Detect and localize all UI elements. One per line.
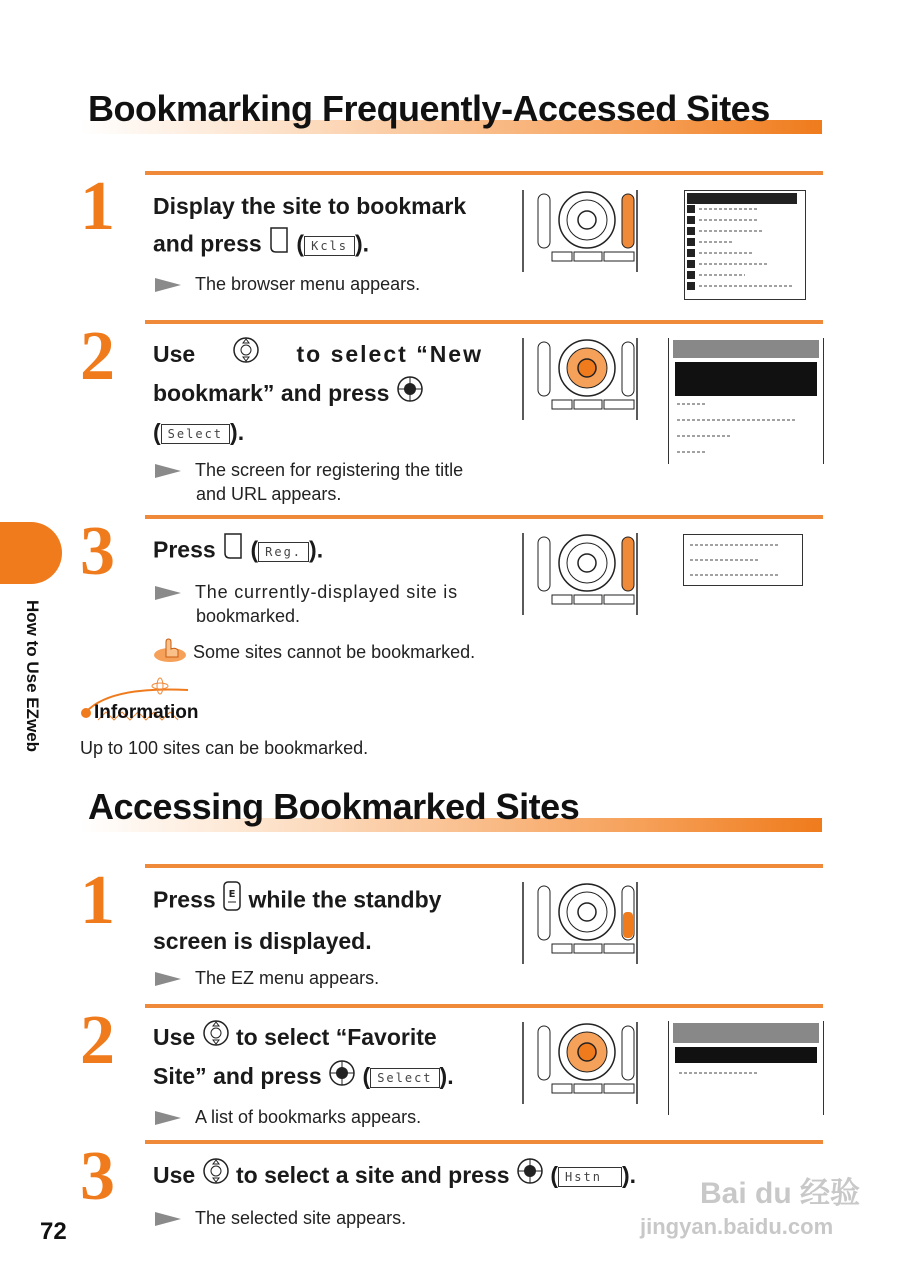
softkey-label: Reg. (258, 542, 309, 562)
instruction-text: ). (309, 536, 324, 563)
step-result: The currently-displayed site is bookmarked. (155, 580, 458, 628)
instruction-text: to select “New (296, 341, 483, 367)
step-divider (145, 1140, 823, 1144)
center-key-icon (396, 375, 424, 414)
page-number: 72 (40, 1218, 67, 1245)
softkey-label: Kcls (304, 236, 355, 256)
bookmark-register-screen (668, 338, 824, 464)
section-heading: Bookmarking Frequently-Accessed Sites (88, 88, 770, 129)
result-arrow-icon (155, 464, 181, 478)
information-callout (80, 676, 210, 726)
softkey-label: Hstn (558, 1167, 622, 1187)
multi-selector-icon (202, 1019, 230, 1058)
step-divider (145, 171, 823, 175)
phone-keypad-illustration (522, 1022, 638, 1104)
step-instruction (153, 336, 483, 451)
phone-keypad-illustration (522, 338, 638, 420)
hand-pointer-icon (153, 637, 187, 669)
screen-title-bar (673, 1023, 819, 1043)
step-number: 3 (80, 513, 115, 590)
center-key-icon (516, 1157, 544, 1196)
instruction-line (153, 1019, 454, 1058)
section-title-accessing (80, 782, 822, 832)
step-divider (145, 1004, 823, 1008)
instruction-text: Press (153, 536, 216, 563)
chapter-label: How to Use EZweb (23, 600, 42, 753)
instruction-line: Display the site to bookmark (153, 193, 467, 219)
center-key-icon (328, 1059, 356, 1098)
baidu-watermark-logo: Bai du 经验 (700, 1177, 861, 1210)
multi-selector-icon (232, 336, 260, 375)
step-instruction: Press ( Reg. ). (153, 531, 323, 572)
instruction-line (153, 375, 483, 414)
step-divider (145, 320, 823, 324)
multi-selector-icon (202, 1157, 230, 1196)
result-arrow-icon (155, 1111, 181, 1125)
instruction-text: Press (153, 886, 216, 913)
instruction-text: ). (230, 419, 245, 446)
step-divider (145, 515, 823, 519)
result-arrow-icon (155, 972, 181, 986)
instruction-text: to select a site and press (235, 1162, 510, 1188)
left-softkey-icon (222, 531, 244, 572)
instruction-text: while the standby (248, 886, 442, 913)
step-number: 3 (80, 1138, 115, 1215)
baidu-watermark-url: jingyan.baidu.com (640, 1214, 834, 1239)
instruction-text: Use (153, 341, 196, 367)
instruction-line: ( Select ). (153, 419, 245, 446)
step-number: 2 (80, 1002, 115, 1079)
step-result: A list of bookmarks appears. (155, 1105, 421, 1129)
svg-text:E: E (228, 889, 236, 900)
instruction-text: ). (622, 1162, 637, 1188)
instruction-text: ). (355, 230, 370, 257)
step-result: The browser menu appears. (155, 272, 420, 296)
result-arrow-icon (155, 1212, 181, 1226)
softkey-label: Select (161, 424, 230, 444)
selected-row-highlight (687, 193, 797, 204)
ez-key-icon (222, 880, 242, 923)
instruction-text: Use (153, 1024, 196, 1050)
phone-keypad-illustration (522, 190, 638, 272)
instruction-text: to select “Favorite (235, 1024, 437, 1050)
step-result: The EZ menu appears. (155, 966, 379, 990)
step-number: 2 (80, 318, 115, 395)
selected-item-highlight (675, 1047, 817, 1063)
section-title-bookmarking (80, 84, 822, 134)
step-divider (145, 864, 823, 868)
instruction-text: bookmark” and press (153, 380, 390, 406)
step-result: The selected site appears. (155, 1206, 406, 1230)
instruction-line (153, 880, 441, 923)
left-softkey-icon (268, 225, 290, 266)
screen-title-bar (673, 340, 819, 358)
result-arrow-icon (155, 586, 181, 600)
step-instruction: Use to select a site and press ( Hstn ). (153, 1157, 636, 1196)
instruction-line: and press ( Kcls ). (153, 225, 466, 266)
result-arrow-icon (155, 278, 181, 292)
softkey-label: Select (370, 1068, 439, 1088)
instruction-line: Site” and press ( Select ). (153, 1058, 454, 1097)
step-number: 1 (80, 862, 115, 939)
information-text: Up to 100 sites can be bookmarked. (80, 738, 369, 758)
step-note: Some sites cannot be bookmarked. (155, 637, 475, 669)
instruction-text: Site” and press (153, 1063, 322, 1090)
selected-item-highlight (675, 362, 817, 396)
instruction-text: Use (153, 1162, 196, 1188)
browser-menu-screen (684, 190, 806, 300)
step-instruction (153, 188, 466, 266)
chapter-tab (0, 522, 62, 584)
step-instruction (153, 880, 441, 960)
instruction-text: and press (153, 230, 262, 257)
step-instruction (153, 1019, 454, 1098)
step-number: 1 (80, 168, 115, 245)
bookmark-list-screen (668, 1021, 824, 1115)
step-result: The screen for registering the title and URL appears. (155, 458, 463, 506)
phone-keypad-illustration (522, 882, 638, 964)
phone-keypad-illustration (522, 533, 638, 615)
instruction-line (153, 336, 483, 375)
bookmarked-confirmation-screen (683, 534, 803, 586)
instruction-text: ). (439, 1063, 454, 1090)
section-heading: Accessing Bookmarked Sites (88, 786, 580, 827)
information-heading: Information (94, 702, 199, 723)
instruction-line: screen is displayed. (153, 928, 372, 954)
